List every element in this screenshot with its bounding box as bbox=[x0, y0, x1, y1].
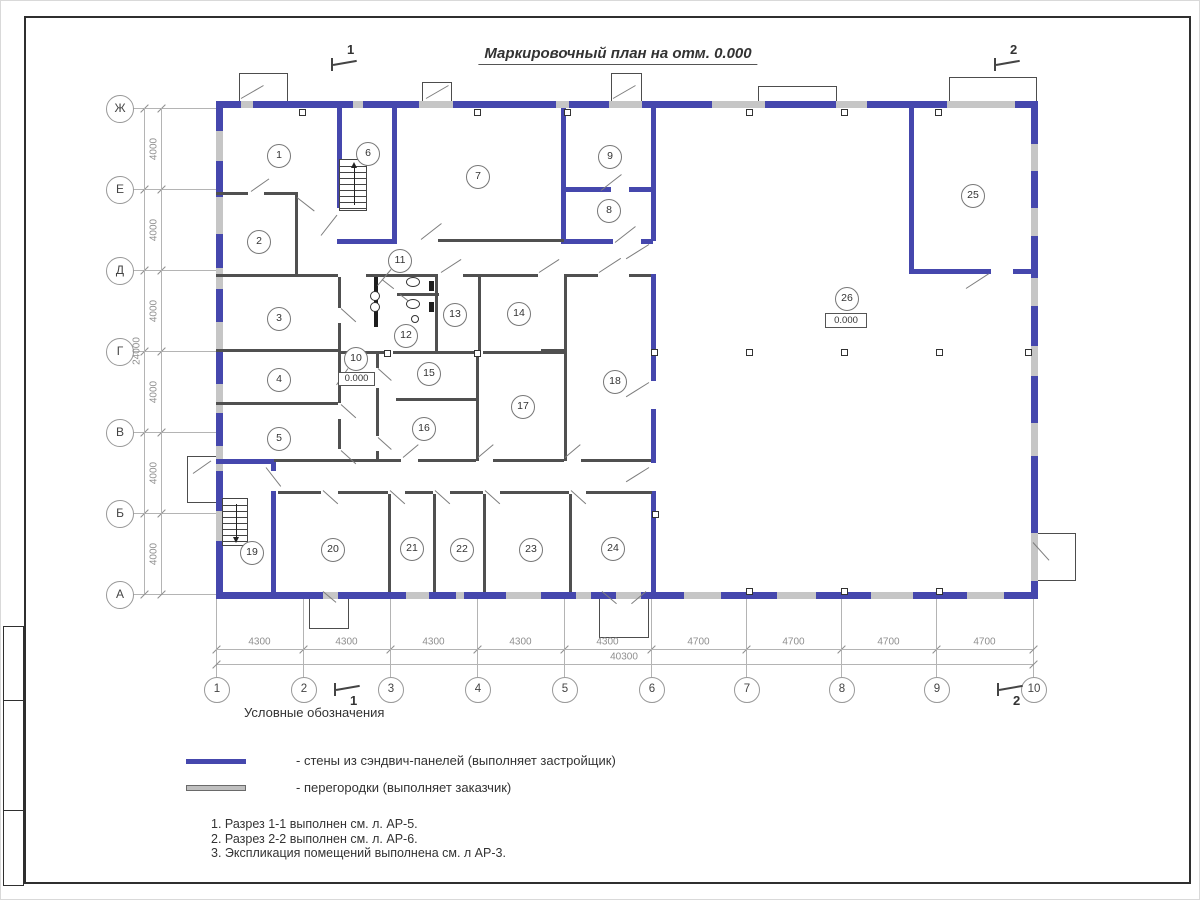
entrance-porch-outline bbox=[758, 86, 837, 101]
dim-line bbox=[144, 108, 145, 594]
partition-wall-segment bbox=[493, 459, 564, 462]
sandwich-panel-wall-segment bbox=[1031, 101, 1038, 144]
section-mark-arrow bbox=[996, 60, 1020, 66]
partition-wall-segment bbox=[569, 494, 572, 592]
sandwich-panel-wall-segment bbox=[216, 592, 323, 599]
axis-circle: 5 bbox=[552, 677, 578, 703]
partition-wall-segment bbox=[295, 192, 298, 276]
notes-line: 3. Экспликация помещений выполнена см. л АР-3. bbox=[211, 846, 506, 860]
partition-wall-segment bbox=[418, 459, 476, 462]
column-marker bbox=[299, 109, 306, 116]
door-swing-line bbox=[297, 197, 315, 211]
partition-wall-segment bbox=[450, 491, 483, 494]
dim-label: 4700 bbox=[687, 636, 710, 648]
dim-label: 4000 bbox=[148, 542, 160, 565]
dim-label: 4300 bbox=[335, 636, 358, 648]
stair-tread bbox=[340, 208, 366, 209]
door-swing-line bbox=[378, 437, 392, 450]
room-number-badge: 13 bbox=[443, 303, 467, 327]
partition-wall-segment bbox=[338, 459, 401, 462]
room-number-badge: 1 bbox=[267, 144, 291, 168]
axis-circle: А bbox=[106, 581, 134, 609]
door-swing-line bbox=[478, 444, 494, 458]
axis-circle: 3 bbox=[378, 677, 404, 703]
dim-line bbox=[161, 108, 162, 594]
door-swing-line bbox=[321, 215, 338, 236]
room-number-badge: 26 bbox=[835, 287, 859, 311]
stair-run bbox=[339, 159, 367, 211]
entrance-porch-outline bbox=[1038, 533, 1076, 581]
door-swing-line bbox=[601, 174, 622, 191]
dim-label: 4000 bbox=[148, 218, 160, 241]
room-number-badge: 14 bbox=[507, 302, 531, 326]
column-marker bbox=[384, 350, 391, 357]
column-marker bbox=[564, 109, 571, 116]
room-number-badge: 15 bbox=[417, 362, 441, 386]
sandwich-panel-wall-segment bbox=[561, 108, 566, 244]
axis-circle: 10 bbox=[1021, 677, 1047, 703]
axis-circle: 7 bbox=[734, 677, 760, 703]
sandwich-panel-wall-segment bbox=[216, 289, 223, 322]
elevation-mark: 0.000 bbox=[338, 372, 375, 386]
partition-wall-segment bbox=[433, 494, 436, 592]
entrance-porch-outline bbox=[187, 456, 216, 503]
column-marker bbox=[474, 350, 481, 357]
door-swing-line bbox=[441, 259, 462, 273]
dim-line bbox=[216, 664, 1033, 665]
section-mark-label: 2 bbox=[1010, 42, 1018, 57]
legend-label-sandwich-panel: - стены из сэндвич-панелей (выполняет застройщик) bbox=[296, 753, 616, 768]
partition-wall-segment bbox=[567, 274, 598, 277]
legend-swatch-partition bbox=[186, 785, 246, 791]
sandwich-panel-wall-segment bbox=[909, 108, 914, 273]
dim-label: 4700 bbox=[877, 636, 900, 648]
room-number-badge: 16 bbox=[412, 417, 436, 441]
legend-title: Условные обозначения bbox=[244, 705, 385, 720]
entrance-porch-outline bbox=[309, 599, 349, 629]
axis-line bbox=[303, 599, 304, 677]
axis-circle: 9 bbox=[924, 677, 950, 703]
door-swing-line bbox=[382, 279, 394, 289]
dim-label: 4300 bbox=[422, 636, 445, 648]
partition-wall-segment bbox=[388, 494, 391, 592]
door-swing-line bbox=[539, 259, 560, 273]
sandwich-panel-wall-segment bbox=[765, 101, 836, 108]
sandwich-panel-wall-segment bbox=[651, 108, 656, 241]
sandwich-panel-wall-segment bbox=[216, 101, 223, 131]
column-marker bbox=[746, 349, 753, 356]
total-dim-label: 24000 bbox=[131, 337, 143, 365]
door-swing-line bbox=[403, 444, 419, 458]
entrance-porch-outline bbox=[599, 599, 649, 638]
room-number-badge: 23 bbox=[519, 538, 543, 562]
sandwich-panel-wall-segment bbox=[453, 101, 556, 108]
axis-line bbox=[936, 599, 937, 677]
dim-label: 4300 bbox=[596, 636, 619, 648]
partition-wall-segment bbox=[338, 323, 341, 403]
room-number-badge: 2 bbox=[247, 230, 271, 254]
column-marker bbox=[841, 109, 848, 116]
column-marker bbox=[652, 511, 659, 518]
sandwich-panel-wall-segment bbox=[641, 592, 684, 599]
column-marker bbox=[474, 109, 481, 116]
sandwich-panel-wall-segment bbox=[1004, 592, 1038, 599]
door-swing-line bbox=[341, 450, 357, 464]
axis-circle: Г bbox=[106, 338, 134, 366]
partition-wall-segment bbox=[564, 274, 567, 461]
axis-circle: 2 bbox=[291, 677, 317, 703]
plumbing-wall-segment bbox=[429, 281, 434, 291]
sandwich-panel-wall-segment bbox=[429, 592, 456, 599]
plumbing-fixture bbox=[411, 315, 419, 323]
partition-wall-segment bbox=[376, 388, 379, 436]
door-swing-line bbox=[626, 244, 649, 259]
room-number-badge: 18 bbox=[603, 370, 627, 394]
partition-wall-segment bbox=[216, 402, 338, 405]
section-mark-label: 1 bbox=[350, 693, 358, 708]
column-marker bbox=[935, 109, 942, 116]
door-swing-line bbox=[421, 223, 442, 240]
axis-circle: 1 bbox=[204, 677, 230, 703]
partition-wall-segment bbox=[463, 274, 538, 277]
door-swing-line bbox=[435, 490, 451, 504]
sandwich-panel-wall-segment bbox=[1031, 456, 1038, 533]
room-number-badge: 10 bbox=[344, 347, 368, 371]
door-swing-line bbox=[599, 258, 621, 273]
total-dim-label: 40300 bbox=[610, 651, 638, 663]
plumbing-fixture bbox=[370, 291, 380, 301]
door-swing-line bbox=[626, 382, 649, 397]
column-marker bbox=[936, 349, 943, 356]
partition-wall-segment bbox=[405, 491, 433, 494]
door-swing-line bbox=[485, 490, 501, 504]
door-swing-line bbox=[571, 490, 587, 504]
section-mark-arrow bbox=[333, 60, 357, 66]
stair-run bbox=[222, 498, 248, 546]
dim-label: 4700 bbox=[973, 636, 996, 648]
door-swing-line bbox=[615, 226, 636, 243]
sandwich-panel-wall-segment bbox=[1013, 269, 1033, 274]
door-swing-line bbox=[377, 269, 391, 286]
stair-direction-line bbox=[236, 504, 237, 540]
partition-wall-segment bbox=[278, 491, 321, 494]
legend-swatch-sandwich-panel bbox=[186, 759, 246, 764]
room-number-badge: 4 bbox=[267, 368, 291, 392]
partition-wall-segment bbox=[483, 494, 486, 592]
section-mark-label: 1 bbox=[347, 42, 355, 57]
sandwich-panel-wall-segment bbox=[1031, 306, 1038, 346]
notes-line: 2. Разрез 2-2 выполнен см. л. АР-6. bbox=[211, 831, 418, 846]
sandwich-panel-wall-segment bbox=[363, 101, 419, 108]
sandwich-panel-wall-segment bbox=[651, 274, 656, 381]
notes-block bbox=[211, 817, 506, 861]
plumbing-fixture bbox=[406, 277, 420, 287]
column-marker bbox=[1025, 349, 1032, 356]
plumbing-fixture bbox=[406, 299, 420, 309]
room-number-badge: 11 bbox=[388, 249, 412, 273]
partition-wall-segment bbox=[478, 274, 481, 353]
column-marker bbox=[841, 349, 848, 356]
dim-label: 4000 bbox=[148, 461, 160, 484]
axis-line bbox=[746, 599, 747, 677]
partition-wall-segment bbox=[376, 354, 379, 368]
entrance-porch-outline bbox=[239, 73, 288, 101]
partition-wall-segment bbox=[541, 349, 564, 352]
room-number-badge: 24 bbox=[601, 537, 625, 561]
axis-line bbox=[841, 599, 842, 677]
door-swing-line bbox=[565, 444, 581, 458]
door-swing-line bbox=[251, 178, 270, 191]
column-marker bbox=[651, 349, 658, 356]
axis-circle: Ж bbox=[106, 95, 134, 123]
sandwich-panel-wall-segment bbox=[564, 239, 613, 244]
plan-title: Маркировочный план на отм. 0.000 bbox=[478, 45, 757, 65]
axis-line bbox=[651, 599, 652, 677]
sandwich-panel-wall-segment bbox=[1031, 171, 1038, 208]
sandwich-panel-wall-segment bbox=[271, 491, 276, 592]
sandwich-panel-wall-segment bbox=[651, 409, 656, 463]
sandwich-panel-wall-segment bbox=[338, 592, 406, 599]
axis-circle: Б bbox=[106, 500, 134, 528]
axis-circle: Д bbox=[106, 257, 134, 285]
sandwich-panel-wall-segment bbox=[909, 269, 991, 274]
door-swing-line bbox=[390, 490, 406, 504]
door-swing-line bbox=[378, 368, 392, 381]
stair-direction-arrow-icon bbox=[351, 162, 357, 168]
section-mark-arrow bbox=[336, 685, 360, 691]
legend-label-partition: - перегородки (выполняет заказчик) bbox=[296, 780, 512, 795]
sandwich-panel-wall-segment bbox=[1031, 581, 1038, 592]
room-number-badge: 6 bbox=[356, 142, 380, 166]
axis-line bbox=[390, 599, 391, 677]
partition-wall-segment bbox=[338, 419, 341, 449]
sandwich-panel-wall-segment bbox=[216, 234, 223, 268]
axis-line bbox=[477, 599, 478, 677]
sandwich-panel-wall-segment bbox=[216, 351, 223, 384]
door-swing-line bbox=[341, 404, 357, 418]
dim-label: 4000 bbox=[148, 299, 160, 322]
column-marker bbox=[841, 588, 848, 595]
elevation-mark: 0.000 bbox=[825, 313, 867, 328]
room-number-badge: 7 bbox=[466, 165, 490, 189]
door-swing-line bbox=[341, 308, 357, 322]
sandwich-panel-wall-segment bbox=[253, 101, 353, 108]
partition-wall-segment bbox=[476, 354, 479, 461]
room-number-badge: 17 bbox=[511, 395, 535, 419]
dim-label: 4000 bbox=[148, 380, 160, 403]
sandwich-panel-wall-segment bbox=[651, 491, 656, 592]
column-marker bbox=[746, 109, 753, 116]
partition-wall-segment bbox=[629, 274, 651, 277]
dim-label: 4300 bbox=[248, 636, 271, 648]
room-number-badge: 8 bbox=[597, 199, 621, 223]
column-marker bbox=[746, 588, 753, 595]
axis-line bbox=[564, 599, 565, 677]
plumbing-fixture bbox=[370, 302, 380, 312]
partition-wall-segment bbox=[438, 239, 564, 242]
room-number-badge: 5 bbox=[267, 427, 291, 451]
section-mark-arrow bbox=[999, 685, 1023, 691]
door-swing-line bbox=[626, 467, 649, 482]
sandwich-panel-wall-segment bbox=[337, 239, 397, 244]
partition-wall-segment bbox=[586, 491, 652, 494]
sandwich-panel-wall-segment bbox=[541, 592, 576, 599]
partition-wall-segment bbox=[338, 491, 388, 494]
partition-wall-segment bbox=[264, 192, 298, 195]
axis-circle: 4 bbox=[465, 677, 491, 703]
room-number-badge: 20 bbox=[321, 538, 345, 562]
axis-circle: 8 bbox=[829, 677, 855, 703]
plumbing-wall-segment bbox=[429, 302, 434, 312]
door-swing-line bbox=[966, 273, 989, 289]
partition-wall-segment bbox=[216, 274, 338, 277]
sandwich-panel-wall-segment bbox=[216, 459, 274, 464]
axis-circle: Е bbox=[106, 176, 134, 204]
room-number-badge: 19 bbox=[240, 541, 264, 565]
room-number-badge: 21 bbox=[400, 537, 424, 561]
partition-wall-segment bbox=[393, 351, 476, 354]
room-number-badge: 25 bbox=[961, 184, 985, 208]
sandwich-panel-wall-segment bbox=[216, 541, 223, 592]
partition-wall-segment bbox=[216, 192, 248, 195]
dim-label: 4700 bbox=[782, 636, 805, 648]
axis-circle: 6 bbox=[639, 677, 665, 703]
column-marker bbox=[936, 588, 943, 595]
dim-label: 4000 bbox=[148, 137, 160, 160]
axis-circle: В bbox=[106, 419, 134, 447]
sandwich-panel-wall-segment bbox=[1031, 376, 1038, 423]
sandwich-panel-wall-segment bbox=[569, 101, 609, 108]
entrance-porch-outline bbox=[949, 77, 1037, 101]
sandwich-panel-wall-segment bbox=[392, 108, 397, 244]
sandwich-panel-wall-segment bbox=[216, 413, 223, 446]
door-swing-line bbox=[323, 490, 339, 504]
stair-direction-arrow-icon bbox=[233, 537, 239, 543]
sandwich-panel-wall-segment bbox=[867, 101, 947, 108]
dim-line bbox=[216, 649, 1033, 650]
sandwich-panel-wall-segment bbox=[629, 187, 653, 192]
partition-wall-segment bbox=[435, 277, 438, 353]
section-mark-label: 2 bbox=[1013, 693, 1021, 708]
room-number-badge: 12 bbox=[394, 324, 418, 348]
partition-wall-segment bbox=[500, 491, 569, 494]
partition-wall-segment bbox=[338, 277, 341, 308]
room-number-badge: 9 bbox=[598, 145, 622, 169]
partition-wall-segment bbox=[274, 459, 338, 462]
notes-line: 1. Разрез 1-1 выполнен см. л. АР-5. bbox=[211, 817, 418, 831]
sandwich-panel-wall-segment bbox=[642, 101, 712, 108]
stair-direction-line bbox=[354, 165, 355, 205]
room-number-badge: 22 bbox=[450, 538, 474, 562]
partition-wall-segment bbox=[581, 459, 651, 462]
partition-wall-segment bbox=[216, 349, 338, 352]
room-number-badge: 3 bbox=[267, 307, 291, 331]
sandwich-panel-wall-segment bbox=[464, 592, 506, 599]
dim-label: 4300 bbox=[509, 636, 532, 648]
partition-wall-segment bbox=[396, 398, 476, 401]
